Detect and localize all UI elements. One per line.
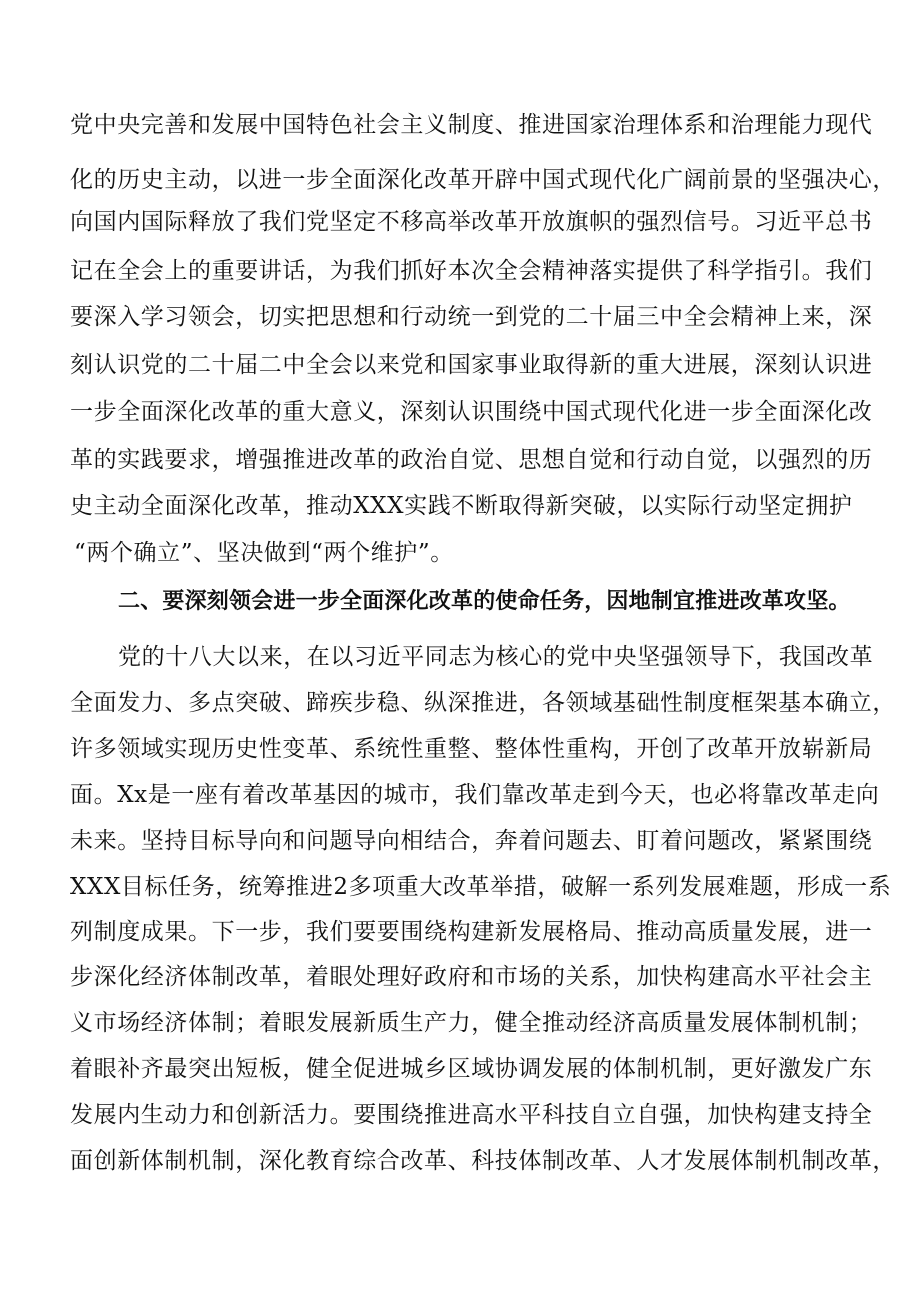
text-line: 刻认识党的二十届二中全会以来党和国家事业取得新的重大进展，深刻认识进 bbox=[70, 352, 873, 378]
text-line: 要深入学习领会，切实把思想和行动统一到党的二十届三中全会精神上来，深 bbox=[70, 304, 873, 330]
text-line: 许多领域实现历史性变革、系统性重整、整体性重构，开创了改革开放崭新局 bbox=[70, 736, 873, 762]
text-line: 发展内生动力和创新活力。要围绕推进高水平科技自立自强，加快构建支持全 bbox=[70, 1102, 873, 1128]
text-line: 党的十八大以来，在以习近平同志为核心的党中央坚强领导下，我国改革 bbox=[118, 644, 874, 670]
text-line: XXX目标任务，统筹推进2多项重大改革举措，破解一系列发展难题，形成一系 bbox=[70, 874, 892, 900]
text-line: 面创新体制机制，深化教育综合改革、科技体制改革、人才发展体制机制改革， bbox=[70, 1148, 896, 1174]
section-heading: 二、要深刻领会进一步全面深化改革的使命任务，因地制宜推进改革攻坚。 bbox=[118, 589, 851, 614]
text-line: 未来。坚持目标导向和问题导向相结合，奔着问题去、盯着问题改，紧紧围绕 bbox=[70, 828, 873, 854]
text-line: “两个确立”、坚决做到“两个维护”。 bbox=[74, 540, 454, 566]
text-line: 全面发力、多点突破、蹄疾步稳、纵深推进，各领域基础性制度框架基本确立， bbox=[70, 690, 896, 716]
text-line: 党中央完善和发展中国特色社会主义制度、推进国家治理体系和治理能力现代 bbox=[70, 112, 873, 138]
text-line: 化的历史主动，以进一步全面深化改革开辟中国式现代化广阔前景的坚强决心， bbox=[70, 167, 896, 193]
text-line: 一步全面深化改革的重大意义，深刻认识围绕中国式现代化进一步全面深化改 bbox=[70, 399, 873, 425]
text-line: 着眼补齐最突出短板，健全促进城乡区域协调发展的体制机制，更好激发广东 bbox=[70, 1056, 873, 1082]
text-line: 记在全会上的重要讲话，为我们抓好本次全会精神落实提供了科学指引。我们 bbox=[70, 258, 873, 284]
text-line: 步深化经济体制改革，着眼处理好政府和市场的关系，加快构建高水平社会主 bbox=[70, 964, 873, 990]
text-line: 向国内国际释放了我们党坚定不移高举改革开放旗帜的强烈信号。习近平总书 bbox=[70, 209, 873, 235]
text-line: 革的实践要求，增强推进改革的政治自觉、思想自觉和行动自觉，以强烈的历 bbox=[70, 447, 873, 473]
text-line: 面。Xx是一座有着改革基因的城市，我们靠改革走到今天，也必将靠改革走向 bbox=[70, 782, 880, 808]
text-line: 义市场经济体制；着眼发展新质生产力，健全推动经济高质量发展体制机制； bbox=[70, 1010, 873, 1036]
text-line: 史主动全面深化改革，推动XXX实践不断取得新突破，以实际行动坚定拥护 bbox=[70, 493, 853, 519]
text-line: 列制度成果。下一步，我们要要围绕构建新发展格局、推动高质量发展，进一 bbox=[70, 919, 873, 945]
